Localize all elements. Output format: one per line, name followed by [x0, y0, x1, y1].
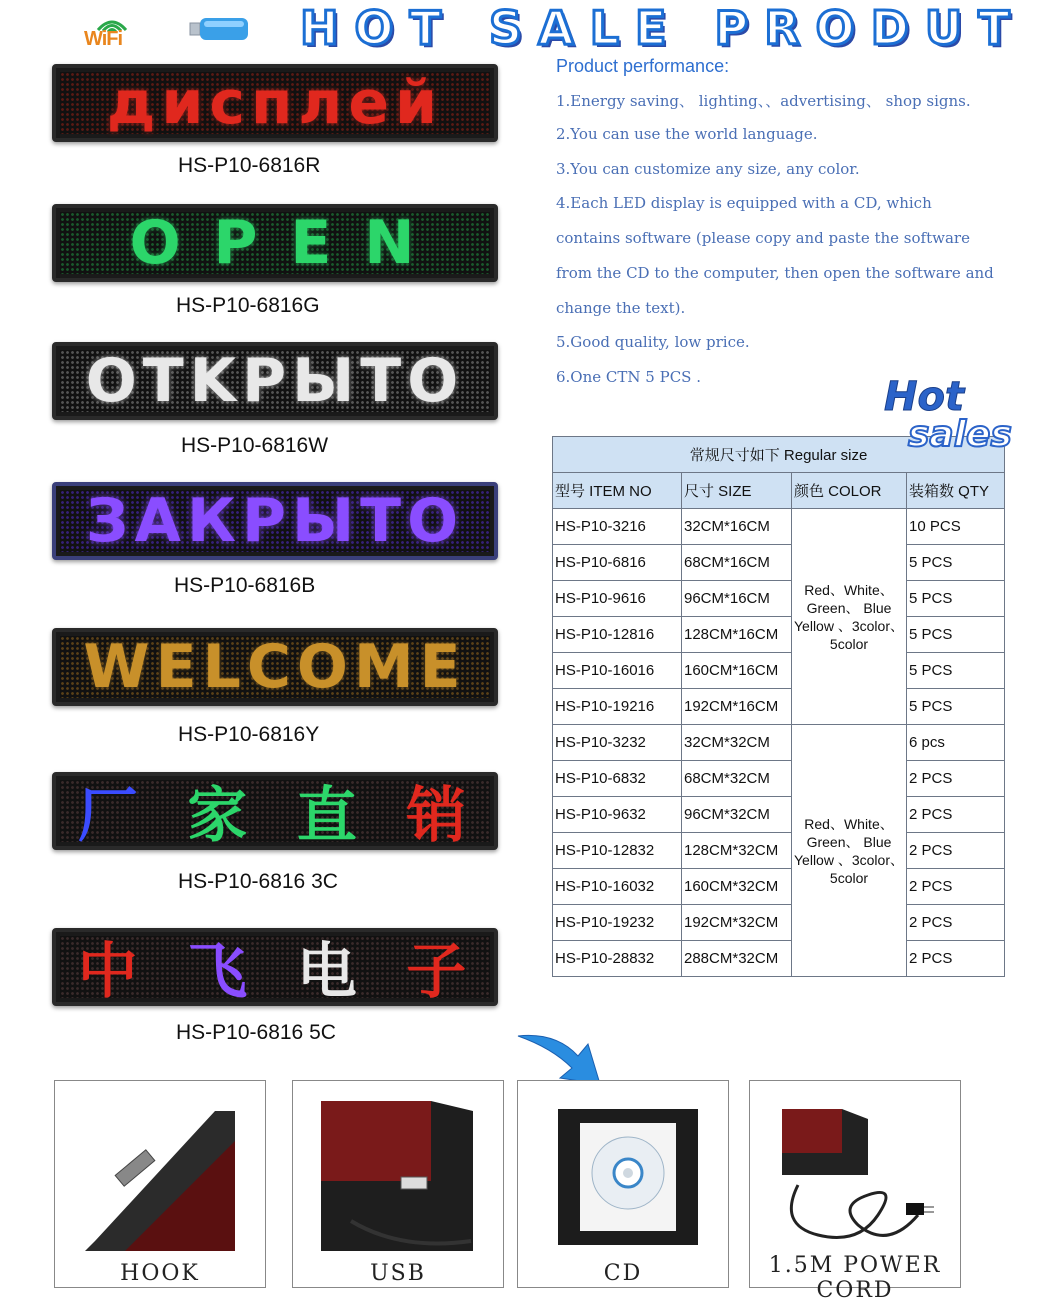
item-cell: HS-P10-6816: [553, 545, 682, 581]
table-row: [553, 941, 1005, 977]
column-header: 装箱数 QTY: [907, 473, 1005, 509]
led-panel-yellow: [52, 628, 498, 706]
page-title: HOT SALE PRODUT: [300, 1, 1026, 55]
model-label: HS-P10-6816R: [178, 154, 321, 177]
model-label: HS-P10-6816B: [174, 574, 316, 597]
led-char: 电: [296, 937, 363, 1006]
model-label: HS-P10-6816 3C: [178, 870, 338, 893]
size-cell: 68CM*16CM: [682, 545, 792, 581]
table-row: [553, 509, 1005, 545]
size-cell: 96CM*32CM: [682, 797, 792, 833]
item-cell: HS-P10-28832: [553, 941, 682, 977]
qty-cell: 2 PCS: [907, 797, 1005, 833]
item-cell: HS-P10-6832: [553, 761, 682, 797]
size-cell: 160CM*32CM: [682, 869, 792, 905]
size-cell: 32CM*16CM: [682, 509, 792, 545]
size-cell: 128CM*16CM: [682, 617, 792, 653]
performance-line: from the CD to the computer, then open the software and: [556, 264, 994, 282]
qty-cell: 2 PCS: [907, 833, 1005, 869]
performance-line: 1.Energy saving、 lighting、、advertising、 shop signs.: [556, 92, 971, 110]
size-cell: 160CM*16CM: [682, 653, 792, 689]
photo-caption: USB: [370, 1261, 426, 1286]
performance-line: 6.One CTN 5 PCS .: [556, 368, 701, 386]
photo-cd: [517, 1080, 729, 1288]
size-cell: 68CM*32CM: [682, 761, 792, 797]
led-text: дисплей: [106, 68, 444, 138]
table-row: [553, 905, 1005, 941]
led-text: [56, 776, 494, 850]
column-header: 尺寸 SIZE: [682, 473, 792, 509]
table-row: [553, 833, 1005, 869]
table-header-row: [553, 473, 1005, 509]
qty-cell: 5 PCS: [907, 653, 1005, 689]
performance-line: 5.Good quality, low price.: [556, 333, 750, 351]
led-panel-blue: [52, 482, 498, 560]
led-panel-5color: [52, 928, 498, 1006]
size-cell: 128CM*32CM: [682, 833, 792, 869]
led-char: 销: [406, 781, 473, 850]
led-panel-green: [52, 204, 498, 282]
photo-power-cord: [749, 1080, 961, 1303]
item-cell: HS-P10-16032: [553, 869, 682, 905]
table-row: [553, 797, 1005, 833]
led-text: ЗАКРЫТО: [85, 486, 465, 556]
item-cell: HS-P10-9632: [553, 797, 682, 833]
performance-title: Product performance:: [556, 56, 730, 76]
item-cell: HS-P10-9616: [553, 581, 682, 617]
led-text: OTKPЫTO: [85, 346, 465, 416]
table-row: [553, 869, 1005, 905]
usb-image: [321, 1101, 473, 1251]
led-text: [56, 932, 494, 1006]
size-cell: 192CM*16CM: [682, 689, 792, 725]
led-panel-3color: [52, 772, 498, 850]
performance-line: contains software (please copy and paste the software: [556, 229, 970, 247]
photo-caption: HOOK: [120, 1261, 200, 1286]
hot-sales-badge: [880, 374, 1010, 470]
led-text: O P E N: [129, 208, 421, 278]
photo-caption: CD: [603, 1261, 643, 1286]
column-header: 颜色 COLOR: [792, 473, 907, 509]
qty-cell: 5 PCS: [907, 581, 1005, 617]
qty-cell: 10 PCS: [907, 509, 1005, 545]
usb-drive-icon: [188, 14, 250, 44]
badge-line-2: sales: [908, 414, 1012, 455]
table-row: [553, 545, 1005, 581]
item-cell: HS-P10-12832: [553, 833, 682, 869]
item-cell: HS-P10-16016: [553, 653, 682, 689]
performance-line: change the text).: [556, 299, 686, 317]
qty-cell: 2 PCS: [907, 869, 1005, 905]
led-panel-red: [52, 64, 498, 142]
led-char: 厂: [77, 781, 144, 850]
qty-cell: 2 PCS: [907, 905, 1005, 941]
model-label: HS-P10-6816W: [181, 434, 329, 457]
badge-line-1: Hot: [884, 374, 965, 420]
item-cell: HS-P10-3216: [553, 509, 682, 545]
led-char: 飞: [187, 937, 254, 1006]
led-char: 中: [77, 937, 144, 1006]
led-char: 子: [406, 937, 473, 1006]
size-table: [552, 436, 1005, 977]
photo-usb: [292, 1080, 504, 1288]
performance-line: 4.Each LED display is equipped with a CD, which: [556, 194, 932, 212]
size-cell: 192CM*32CM: [682, 905, 792, 941]
item-cell: HS-P10-19216: [553, 689, 682, 725]
led-text: WELCOME: [83, 632, 467, 702]
size-cell: 288CM*32CM: [682, 941, 792, 977]
wifi-logo: [84, 10, 140, 52]
qty-cell: 5 PCS: [907, 545, 1005, 581]
table-row: [553, 653, 1005, 689]
table-row: [553, 725, 1005, 761]
led-char: 直: [296, 781, 363, 850]
item-cell: HS-P10-12816: [553, 617, 682, 653]
qty-cell: 5 PCS: [907, 689, 1005, 725]
color-cell: Red、White、Green、 Blue Yellow 、3color、5color: [792, 509, 907, 725]
led-char: 家: [187, 781, 254, 850]
item-cell: HS-P10-19232: [553, 905, 682, 941]
hook-image: [85, 1101, 235, 1251]
model-label: HS-P10-6816Y: [178, 723, 320, 746]
table-title: 常规尺寸如下 Regular size: [553, 437, 1005, 473]
qty-cell: 6 pcs: [907, 725, 1005, 761]
qty-cell: 2 PCS: [907, 941, 1005, 977]
photo-caption: 1.5M POWER CORD: [768, 1253, 942, 1303]
performance-line: 2.You can use the world language.: [556, 125, 818, 143]
size-cell: 32CM*32CM: [682, 725, 792, 761]
cd-image: [558, 1109, 698, 1245]
column-header: 型号 ITEM NO: [553, 473, 682, 509]
size-cell: 96CM*16CM: [682, 581, 792, 617]
color-cell: Red、White、Green、 Blue Yellow 、3color、5color: [792, 725, 907, 977]
table-row: [553, 617, 1005, 653]
qty-cell: 2 PCS: [907, 761, 1005, 797]
power-cord-image: [778, 1105, 938, 1255]
led-panel-white: [52, 342, 498, 420]
item-cell: HS-P10-3232: [553, 725, 682, 761]
table-row: [553, 581, 1005, 617]
arrow-down-icon: [516, 1030, 606, 1086]
model-label: HS-P10-6816G: [176, 294, 320, 317]
photo-hook: [54, 1080, 266, 1288]
qty-cell: 5 PCS: [907, 617, 1005, 653]
model-label: HS-P10-6816 5C: [176, 1021, 336, 1044]
table-row: [553, 761, 1005, 797]
table-row: [553, 689, 1005, 725]
wifi-label: WiFi: [84, 28, 123, 50]
performance-line: 3.You can customize any size, any color.: [556, 160, 860, 178]
